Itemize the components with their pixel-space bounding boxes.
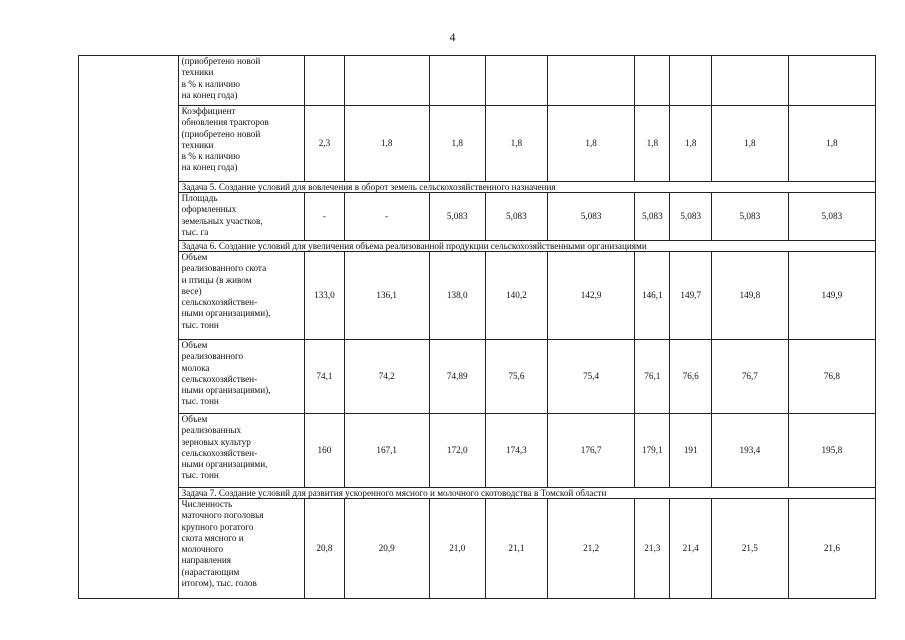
value-cell: 75,6 xyxy=(485,340,547,414)
value-cell: 149,7 xyxy=(670,252,712,340)
value-cell xyxy=(788,56,875,106)
task-heading: Задача 7. Создание условий для развития ускоренного мясного и молочного скотоводства в Томской области xyxy=(178,488,875,499)
table-row xyxy=(79,193,876,241)
indicator-label: Объем реализованного скота и птицы (в живом весе) сельскохозяйствен- ными организациями), тыс. тонн xyxy=(178,252,305,340)
indicator-label: Коэффициент обновления тракторов (приобретено новой техники в % к наличию на конец года) xyxy=(178,106,305,182)
table-row xyxy=(79,499,876,599)
value-cell: 5,083 xyxy=(429,193,485,241)
value-cell: 160 xyxy=(305,414,344,488)
value-cell: 179,1 xyxy=(635,414,670,488)
indicator-label: Численность маточного поголовья крупного рогатого скота мясного и молочного направления (нарастающим итогом), тыс. голов xyxy=(178,499,305,599)
value-cell: 76,8 xyxy=(788,340,875,414)
value-cell: 5,083 xyxy=(485,193,547,241)
value-cell: 74,89 xyxy=(429,340,485,414)
value-cell: 75,4 xyxy=(548,340,635,414)
value-cell: - xyxy=(305,193,344,241)
value-cell: 174,3 xyxy=(485,414,547,488)
value-cell: 1,8 xyxy=(788,106,875,182)
value-cell: 1,8 xyxy=(429,106,485,182)
value-cell: 1,8 xyxy=(485,106,547,182)
table-row xyxy=(79,414,876,488)
table-row xyxy=(79,252,876,340)
value-cell: 149,8 xyxy=(711,252,788,340)
value-cell xyxy=(344,56,429,106)
task-heading: Задача 6. Создание условий для увеличения объема реализованной продукции сельскохозяйственными организациями xyxy=(178,241,875,252)
table-row xyxy=(79,106,876,182)
value-cell xyxy=(548,56,635,106)
value-cell: 21,1 xyxy=(485,499,547,599)
value-cell: 195,8 xyxy=(788,414,875,488)
value-cell: 20,8 xyxy=(305,499,344,599)
value-cell xyxy=(429,56,485,106)
value-cell: 5,083 xyxy=(635,193,670,241)
value-cell: 1,8 xyxy=(344,106,429,182)
value-cell xyxy=(670,56,712,106)
value-cell: 21,5 xyxy=(711,499,788,599)
indicators-table xyxy=(78,55,876,599)
task-row xyxy=(79,182,876,193)
value-cell: 167,1 xyxy=(344,414,429,488)
value-cell: 140,2 xyxy=(485,252,547,340)
table-row xyxy=(79,56,876,106)
task-row xyxy=(79,241,876,252)
table-body xyxy=(79,56,876,599)
value-cell: 5,083 xyxy=(788,193,875,241)
value-cell: 133,0 xyxy=(305,252,344,340)
value-cell: 5,083 xyxy=(548,193,635,241)
value-cell: - xyxy=(344,193,429,241)
value-cell xyxy=(635,56,670,106)
value-cell: 21,3 xyxy=(635,499,670,599)
page-number: 4 xyxy=(449,30,456,44)
value-cell xyxy=(485,56,547,106)
value-cell: 2,3 xyxy=(305,106,344,182)
value-cell xyxy=(305,56,344,106)
value-cell: 191 xyxy=(670,414,712,488)
indicator-label: Объем реализованных зерновых культур сельскохозяйствен- ными организациями, тыс. тонн xyxy=(178,414,305,488)
value-cell: 76,7 xyxy=(711,340,788,414)
value-cell: 21,6 xyxy=(788,499,875,599)
value-cell: 1,8 xyxy=(711,106,788,182)
value-cell: 5,083 xyxy=(711,193,788,241)
value-cell: 20,9 xyxy=(344,499,429,599)
value-cell: 142,9 xyxy=(548,252,635,340)
table-row xyxy=(79,340,876,414)
left-merged-cell xyxy=(79,56,179,599)
task-row xyxy=(79,488,876,499)
value-cell: 172,0 xyxy=(429,414,485,488)
value-cell: 5,083 xyxy=(670,193,712,241)
value-cell: 193,4 xyxy=(711,414,788,488)
task-heading: Задача 5. Создание условий для вовлечения в оборот земель сельскохозяйственного назначения xyxy=(178,182,875,193)
value-cell: 149,9 xyxy=(788,252,875,340)
value-cell: 74,2 xyxy=(344,340,429,414)
value-cell: 76,1 xyxy=(635,340,670,414)
indicator-label: Площадь оформленных земельных участков, тыс. га xyxy=(178,193,305,241)
value-cell: 21,4 xyxy=(670,499,712,599)
value-cell: 1,8 xyxy=(635,106,670,182)
value-cell: 1,8 xyxy=(670,106,712,182)
indicator-label: Объем реализованного молока сельскохозяйствен- ными организациями), тыс. тонн xyxy=(178,340,305,414)
value-cell: 176,7 xyxy=(548,414,635,488)
value-cell: 146,1 xyxy=(635,252,670,340)
value-cell: 76,6 xyxy=(670,340,712,414)
value-cell xyxy=(711,56,788,106)
value-cell: 136,1 xyxy=(344,252,429,340)
indicator-label: (приобретено новой техники в % к наличию на конец года) xyxy=(178,56,305,106)
value-cell: 1,8 xyxy=(548,106,635,182)
value-cell: 74,1 xyxy=(305,340,344,414)
value-cell: 21,2 xyxy=(548,499,635,599)
value-cell: 138,0 xyxy=(429,252,485,340)
value-cell: 21,0 xyxy=(429,499,485,599)
